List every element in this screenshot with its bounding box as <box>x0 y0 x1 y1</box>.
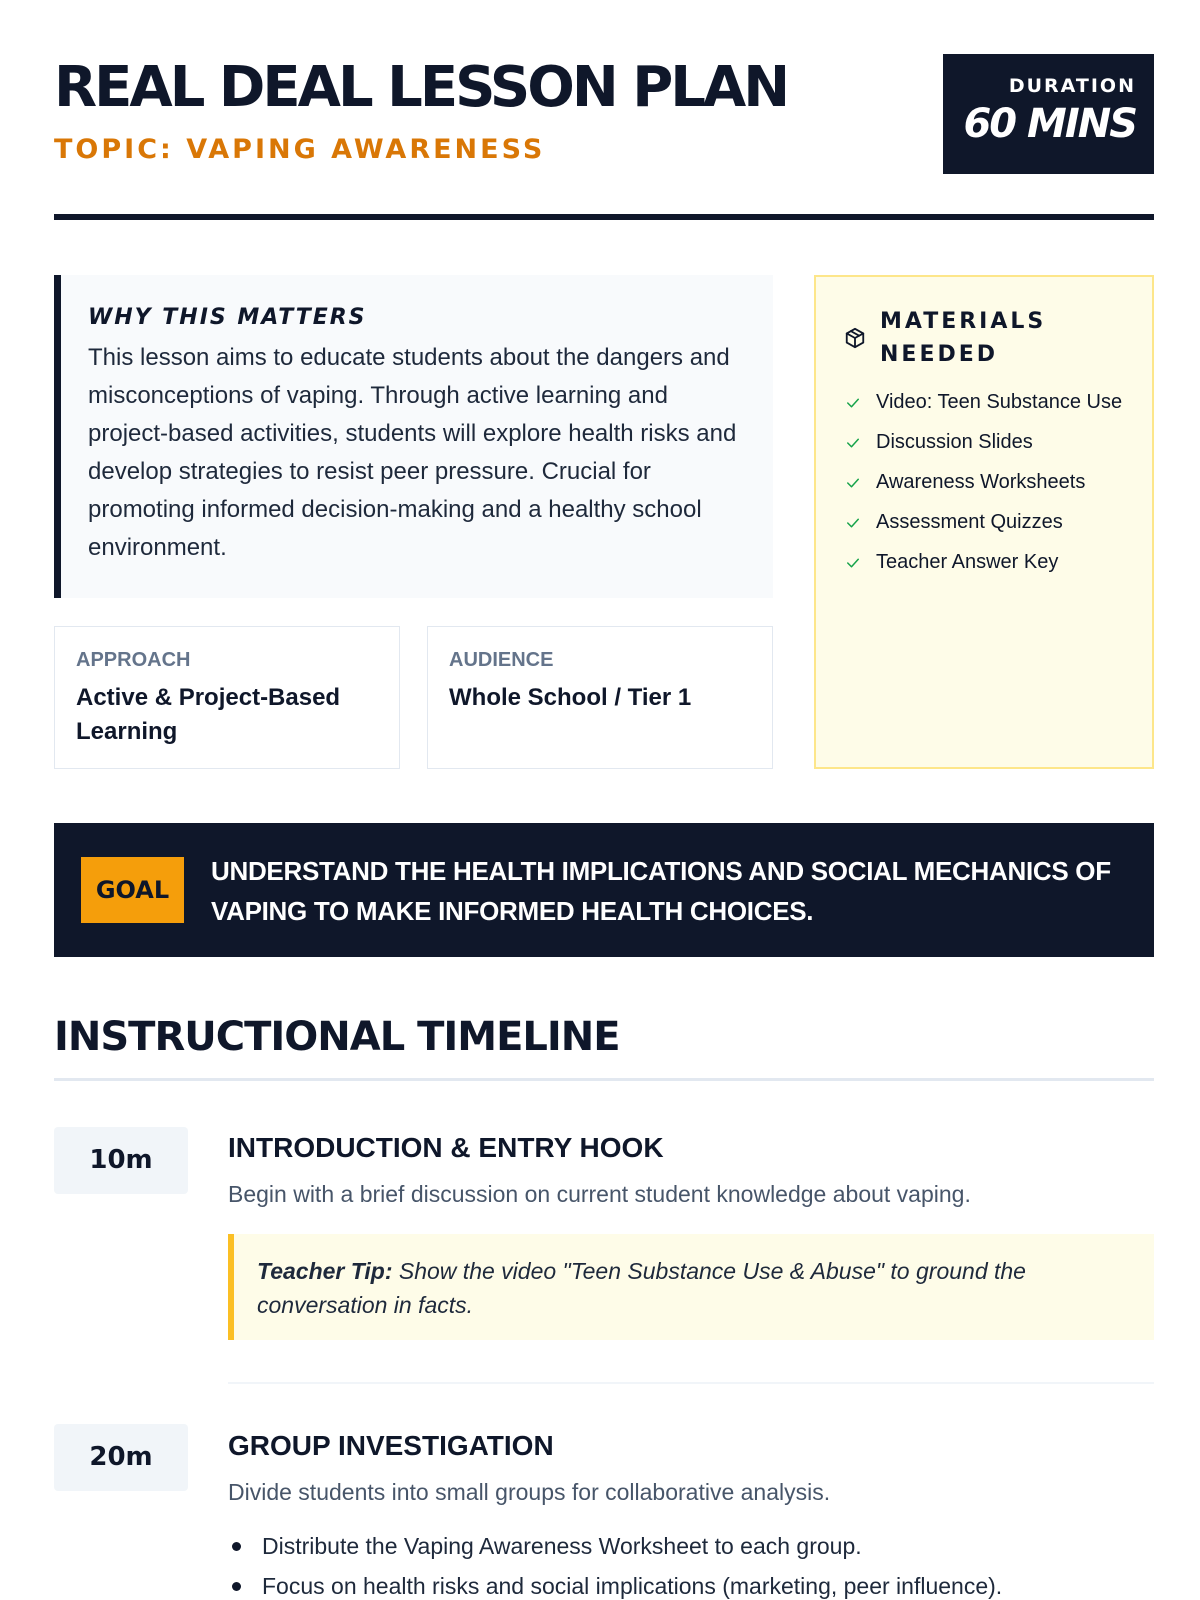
material-item-label: Teacher Answer Key <box>876 551 1059 573</box>
duration-label: DURATION <box>1008 75 1136 97</box>
why-this-matters-panel <box>54 275 773 598</box>
material-item <box>844 549 1132 576</box>
material-item <box>844 509 1132 536</box>
audience-value: Whole School / Tier 1 <box>449 684 692 711</box>
bullet-dot <box>232 1582 241 1591</box>
material-item-label: Assessment Quizzes <box>876 511 1063 533</box>
material-item-label: Video: Teen Substance Use <box>876 391 1123 413</box>
check-icon <box>844 514 862 532</box>
approach-card <box>54 626 400 769</box>
materials-list <box>844 389 1132 576</box>
goal-badge: GOAL <box>81 857 184 923</box>
header <box>54 54 1154 176</box>
header-divider <box>54 214 1154 220</box>
why-text: This lesson aims to educate students about the dangers and misconceptions of vaping. Through active learning and project-based activities, students will explore health risks and develop strategies to resist peer pressure. Crucial for promoting informed decision-making and a healthy school environment. <box>88 344 737 561</box>
audience-label: AUDIENCE <box>449 649 554 671</box>
list-item <box>228 1566 1154 1600</box>
why-title: WHY THIS MATTERS <box>88 305 367 330</box>
bullet-dot <box>232 1542 241 1551</box>
duration-value: 60 MINS <box>963 101 1136 147</box>
material-item <box>844 429 1132 456</box>
duration-box <box>943 54 1154 174</box>
timeline-step <box>228 1428 1154 1600</box>
goal-banner <box>54 823 1154 957</box>
step-divider <box>228 1382 1154 1384</box>
topic-subtitle: TOPIC: VAPING AWARENESS <box>54 134 546 165</box>
step-description: Divide students into small groups for collaborative analysis. <box>228 1479 831 1505</box>
teacher-tip-label: Teacher Tip: <box>257 1258 393 1284</box>
step-bullet-list <box>228 1526 1154 1600</box>
list-item-text: Focus on health risks and social implications (marketing, peer influence). <box>262 1573 1003 1599</box>
material-item-label: Awareness Worksheets <box>876 471 1086 493</box>
step-title: GROUP INVESTIGATION <box>228 1430 554 1461</box>
materials-panel <box>814 275 1154 769</box>
approach-value: Active & Project-Based Learning <box>76 684 341 745</box>
approach-label: APPROACH <box>76 649 191 671</box>
list-item <box>228 1526 1154 1566</box>
page-title: REAL DEAL LESSON PLAN <box>54 55 788 120</box>
material-item <box>844 469 1132 496</box>
check-icon <box>844 554 862 572</box>
list-item-text: Distribute the Vaping Awareness Worksheet to each group. <box>262 1533 862 1559</box>
timeline-divider <box>54 1078 1154 1081</box>
check-icon <box>844 394 862 412</box>
goal-text: UNDERSTAND THE HEALTH IMPLICATIONS AND SOCIAL MECHANICS OF VAPING TO MAKE INFORMED HEALTH CHOICES. <box>211 856 1111 926</box>
check-icon <box>844 474 862 492</box>
teacher-tip <box>228 1234 1154 1340</box>
step-duration-badge: 20m <box>54 1424 188 1491</box>
timeline-step <box>228 1130 1154 1340</box>
material-item <box>844 389 1132 416</box>
step-duration-badge: 10m <box>54 1127 188 1194</box>
teacher-tip-text: Show the video "Teen Substance Use & Abuse" to ground the conversation in facts. <box>257 1258 1026 1318</box>
step-title: INTRODUCTION & ENTRY HOOK <box>228 1132 664 1163</box>
check-icon <box>844 434 862 452</box>
materials-header <box>844 305 1132 375</box>
step-description: Begin with a brief discussion on current student knowledge about vaping. <box>228 1181 971 1207</box>
materials-title: MATERIALS NEEDED <box>880 309 1047 367</box>
audience-card <box>427 626 773 769</box>
package-icon <box>844 327 866 349</box>
timeline-title: INSTRUCTIONAL TIMELINE <box>54 1014 620 1060</box>
material-item-label: Discussion Slides <box>876 431 1033 453</box>
